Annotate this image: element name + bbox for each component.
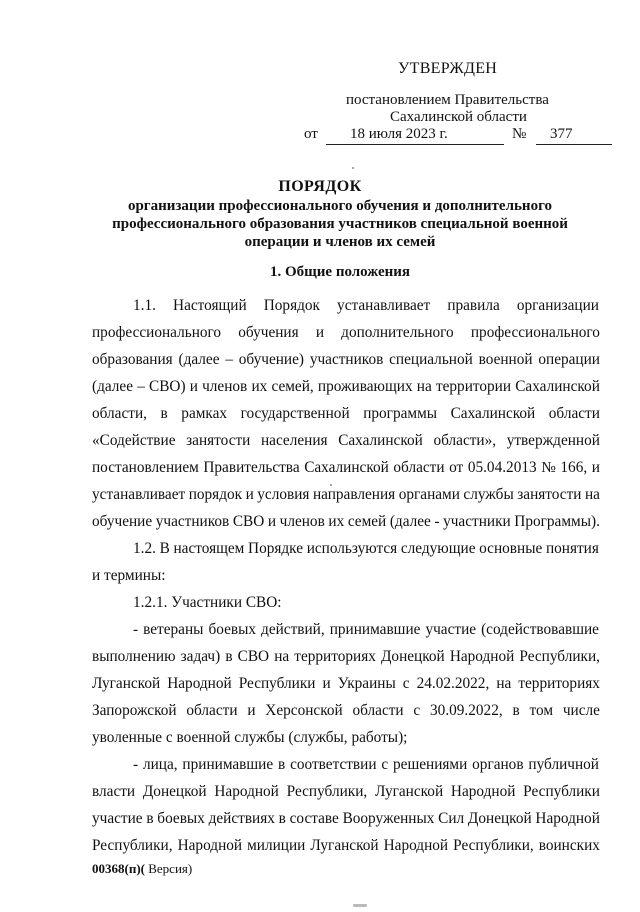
word: понятия [545,540,599,557]
word: на [584,486,600,503]
word: СВО [232,513,265,530]
word: обучения [238,324,299,341]
word: Народной [535,810,600,827]
word: милиции [247,837,306,854]
word: – [137,378,145,395]
word: участников [155,513,230,530]
word: Республики, [286,783,368,800]
word: Республики, [453,837,534,854]
word: с [381,756,389,773]
word: населения [260,432,328,449]
word: обучение [92,513,153,530]
word: (далее [389,513,431,530]
word: области [548,405,600,422]
word: условия [257,486,310,503]
word: и [591,459,600,476]
word: порядок [188,486,243,503]
word: принимавшие [329,621,421,638]
body-line [92,351,600,369]
word: Республики [523,783,600,800]
word: в [278,810,286,827]
word: на [496,675,512,692]
word: направления [312,486,396,503]
word: Донецкой [467,810,532,827]
word: Сахалинской [304,459,389,476]
word: и [267,513,277,530]
word: устанавливает [337,297,431,314]
body-line [92,702,600,720]
word: на [416,378,432,395]
word: обучение) [238,351,305,368]
word: Правительства [203,459,300,476]
word: области, [92,405,147,422]
word: организации [516,297,599,314]
word: 1.2. [133,540,156,557]
word: В [159,540,170,557]
word: профессионального [470,324,600,341]
word: в [146,810,154,827]
word: образования [92,351,173,368]
body-line [92,432,600,450]
footer-code-number: 00368(п)( [92,861,145,876]
body-line [133,540,599,558]
word: Республики, [92,837,173,854]
word: занятости [186,432,251,449]
subtitle-line: профессионального образования участников специальной военной [112,216,568,232]
word: Херсонской [265,702,343,719]
word: лица, [142,756,178,773]
word: власти [92,783,136,800]
word: Республики, [519,648,600,665]
word: на [274,648,290,665]
word: действий, [261,621,325,638]
word: воинских [538,837,600,854]
body-line [92,459,600,477]
word: органов [472,756,524,773]
date-field [326,126,504,145]
word: рамках [181,405,228,422]
word: - [133,621,139,638]
word: том [529,702,554,719]
body-line: уволенные с военной службы (службы, работы); [92,729,408,746]
word: военной [478,351,533,368]
word: и [322,675,331,692]
word: членов [202,378,248,395]
word: принимавшие [182,756,274,773]
word: территориях [294,648,376,665]
word: «Содействие [92,432,176,449]
number-value: 377 [550,126,573,142]
word: постановлением [92,459,199,476]
word: следующие [400,540,476,557]
body-line: и термины: [92,567,166,584]
word: в [512,702,520,719]
word: Украины [337,675,396,692]
word: Донецкой [142,783,207,800]
word: (далее [178,351,220,368]
footer-version: Версия) [144,861,193,876]
word: Программы). [514,513,600,530]
word: действиях [208,810,275,827]
number-sign: № [512,126,527,142]
word: Сахалинской [450,405,536,422]
word: СВО [237,648,270,665]
word: (далее [92,378,134,395]
word: задач) [180,648,221,665]
word: решениями [393,756,468,773]
word: семей [347,513,387,530]
word: территории [435,378,512,395]
word: № [541,459,556,476]
number-field [536,126,612,145]
word: публичной [528,756,599,773]
word: их [328,513,345,530]
word: и [245,486,254,503]
word: соответствии [290,756,377,773]
word: 166, [560,459,588,476]
word: в [160,405,168,422]
word: участников [309,351,384,368]
word: СВО) [149,378,186,395]
document-subtitle [90,197,590,251]
word: и [315,324,324,341]
word: настоящем [173,540,245,557]
word: (содействовавшие [481,621,599,638]
word: семей, [271,378,314,395]
word: Народной [177,837,243,854]
approval-line-2: Сахалинской области [390,109,527,125]
scan-speck [330,484,332,486]
word: в [225,648,233,665]
word: и [189,378,198,395]
body-line [133,756,599,774]
word: Народной [214,783,279,800]
word: участие [425,621,477,638]
body-line [92,513,600,531]
word: Запорожской [92,702,177,719]
word: Народной [383,837,449,854]
date-value: 18 июля 2023 г. [350,126,448,142]
word: Сахалинской [515,378,600,395]
word: Порядке [248,540,304,557]
word: выполнению [92,648,176,665]
word: проживающих [317,378,413,395]
body-line [133,621,599,639]
body-line [133,297,599,315]
word: операции [538,351,600,368]
word: Народной [167,675,232,692]
footer-code [92,861,192,877]
word: 24.02.2022, [416,675,490,692]
word: используются [306,540,398,557]
word: Сахалинской [338,432,423,449]
body-line [92,810,600,828]
word: Луганской [310,837,379,854]
body-line [92,837,600,855]
word: участие [92,810,143,827]
word: профессионального [92,324,222,341]
body-line [92,675,600,693]
word: устанавливает [92,486,186,503]
word: государственной [240,405,350,422]
word: утвержденной [506,432,600,449]
word: 05.04.2013 [467,459,537,476]
word: Народной [449,648,515,665]
word: 30.09.2022, [430,702,503,719]
word: территориях [518,675,600,692]
word: области [393,459,445,476]
word: - [434,513,440,530]
scan-speck [352,167,354,169]
word: ветераны [143,621,204,638]
word: Вооруженных [342,810,435,827]
word: Сил [438,810,465,827]
word: Народной [450,783,516,800]
body-line [92,783,600,801]
word: Республики [238,675,316,692]
word: органами [398,486,460,503]
word: – [225,351,233,368]
date-prefix: от [304,126,318,142]
word: занятости [517,486,582,503]
body-line: 1.2.1. Участники СВО: [133,594,282,611]
body-line [92,648,600,666]
scan-speck [353,904,367,907]
word: Донецкой [380,648,445,665]
word: области [186,702,238,719]
word: боевых [208,621,257,638]
approval-line-1: постановлением Правительства [346,92,549,108]
word: боевых [157,810,205,827]
word: членов [279,513,325,530]
word: службы [463,486,514,503]
word: с [402,675,410,692]
document-title: ПОРЯДОК [278,178,362,195]
word: программы [363,405,438,422]
word: составе [289,810,339,827]
word: специальной [389,351,473,368]
word: числе [562,702,600,719]
section-heading: 1. Общие положения [269,264,411,280]
body-line [92,405,600,423]
word: и [247,702,256,719]
word: от [449,459,464,476]
body-line [92,486,600,504]
word: области [352,702,404,719]
word: их [251,378,268,395]
word: Порядок [263,297,320,314]
word: Луганской [92,675,161,692]
body-line [92,378,600,396]
approval-title: УТВЕРЖДЕН [398,60,498,77]
subtitle-line: операции и членов их семей [244,234,436,250]
word: в [278,756,286,773]
word: области», [433,432,497,449]
word: участники [443,513,511,530]
word: дополнительного [341,324,454,341]
word: Луганской [374,783,444,800]
subtitle-line: организации профессионального обучения и дополнительного [127,198,553,214]
word: с [413,702,421,719]
word: 1.1. [133,297,156,314]
word: - [133,756,139,773]
body-line [92,324,600,342]
word: правила [447,297,500,314]
word: основные [479,540,543,557]
word: Настоящий [173,297,247,314]
